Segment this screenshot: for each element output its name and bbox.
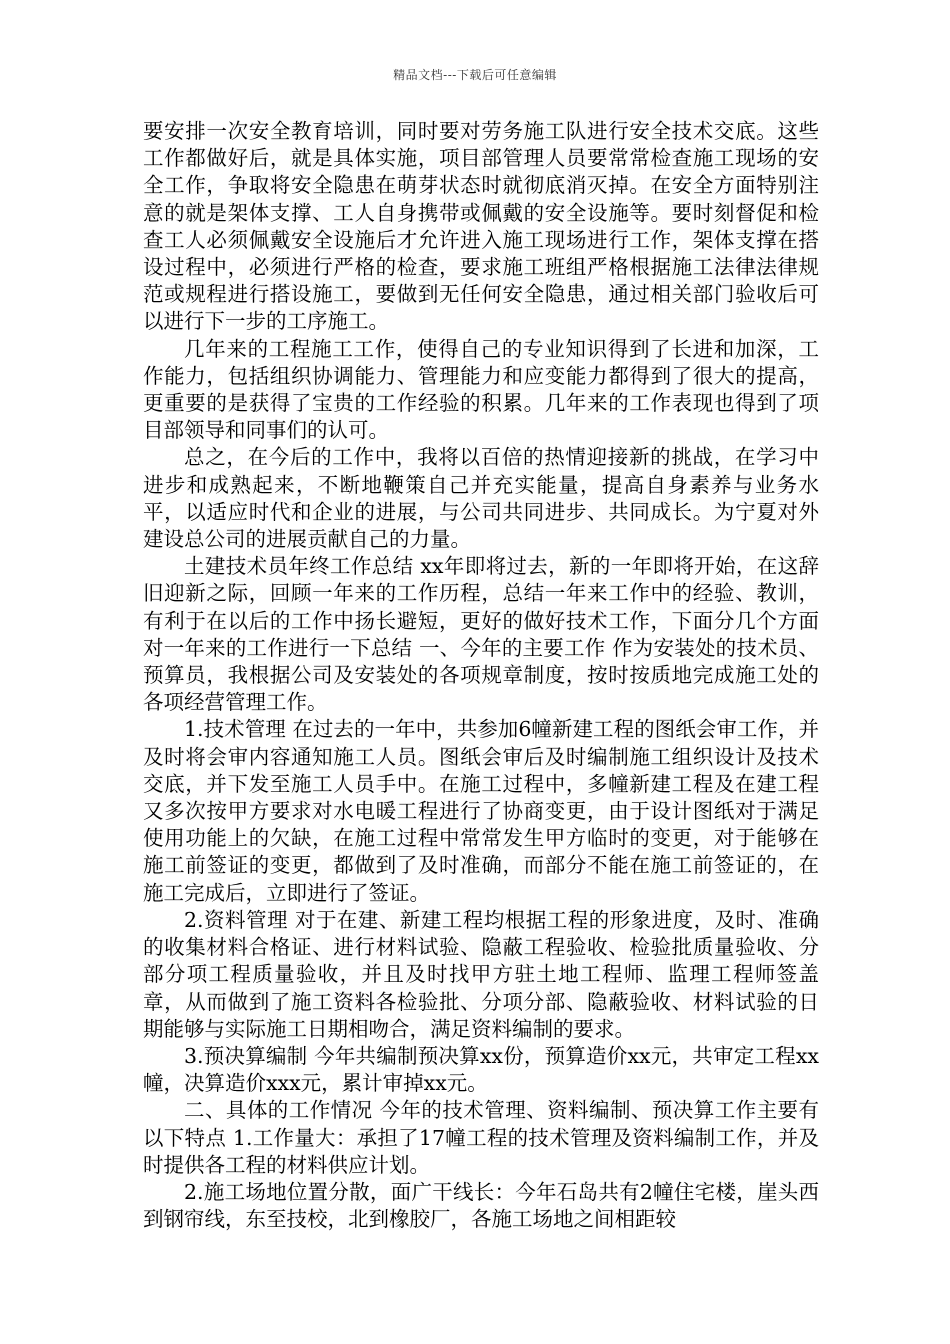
paragraph-experience: 几年来的工程施工工作，使得自己的专业知识得到了长进和加深，工作能力，包括组织协调能力、管理能力和应变能力都得到了很大的提高，更重要的是获得了宝贵的工作经验的积累。几年来的工作表现也得到了项目部领导和同事们的认可。 xyxy=(143,336,819,443)
paragraph-work-details: 二、具体的工作情况 今年的技术管理、资料编制、预决算工作主要有以下特点 1.工作量大：承担了17幢工程的技术管理及资料编制工作，并及时提供各工程的材料供应计划。 xyxy=(143,1098,819,1177)
paragraph-safety-continued: 要安排一次安全教育培训，同时要对劳务施工队进行安全技术交底。这些工作都做好后，就是具体实施，项目部管理人员要常常检查施工现场的安全工作，争取将安全隐患在萌芽状态时就彻底消灭掉。在安全方面特别注意的就是架体支撑、工人自身携带或佩戴的安全设施等。要时刻督促和检查工人必须佩戴安全设施后才允许进入施工现场进行工作，架体支撑在搭设过程中，必须进行严格的检查，要求施工班组严格根据施工法律法律规范或规程进行搭设施工，要做到无任何安全隐患，通过相关部门验收后可以进行下一步的工序施工。 xyxy=(143,119,819,334)
paragraph-annual-summary: 土建技术员年终工作总结 xx年即将过去，新的一年即将开始，在这辞旧迎新之际，回顾一年来的工作历程，总结一年来工作中的经验、教训，有利于在以后的工作中扬长避短，更好的做好技术工作，下面分几个方面对一年来的工作进行一下总结 一、今年的主要工作 作为安装处的技术员、预算员，我根据公司及安装处的各项规章制度，按时按质地完成施工处的各项经营管理工作。 xyxy=(143,554,819,715)
paragraph-site-dispersion: 2.施工场地位置分散，面广干线长：今年石岛共有2幢住宅楼，崖头西到钢帘线，东至技校，北到橡胶厂，各施工场地之间相距较 xyxy=(143,1179,819,1232)
paragraph-conclusion: 总之，在今后的工作中，我将以百倍的热情迎接新的挑战，在学习中进步和成熟起来，不断地鞭策自己并充实能量，提高自身素养与业务水平，以适应时代和企业的进展，与公司共同进步、共同成长。为宁夏对外建设总公司的进展贡献自己的力量。 xyxy=(143,445,819,552)
document-body xyxy=(143,118,819,1233)
paragraph-technical-management: 1.技术管理 在过去的一年中，共参加6幢新建工程的图纸会审工作，并及时将会审内容通知施工人员。图纸会审后及时编制施工组织设计及技术交底，并下发至施工人员手中。在施工过程中，多幢新建工程及在建工程又多次按甲方要求对水电暖工程进行了协商变更，由于设计图纸对于满足使用功能上的欠缺，在施工过程中常常发生甲方临时的变更，对于能够在施工前签证的变更，都做到了及时准确，而部分不能在施工前签证的，在施工完成后，立即进行了签证。 xyxy=(143,717,819,905)
paragraph-document-management: 2.资料管理 对于在建、新建工程均根据工程的形象进度，及时、准确的收集材料合格证、进行材料试验、隐蔽工程验收、检验批质量验收、分部分项工程质量验收，并且及时找甲方驻土地工程师、监理工程师签盖章，从而做到了施工资料各检验批、分项分部、隐蔽验收、材料试验的日期能够与实际施工日期相吻合，满足资料编制的要求。 xyxy=(143,907,819,1041)
page-header: 精品文档---下载后可任意编辑 xyxy=(393,68,557,82)
paragraph-budget-compilation: 3.预决算编制 今年共编制预决算xx份，预算造价xx元，共审定工程xx幢，决算造价xxx元，累计审掉xx元。 xyxy=(143,1043,819,1096)
